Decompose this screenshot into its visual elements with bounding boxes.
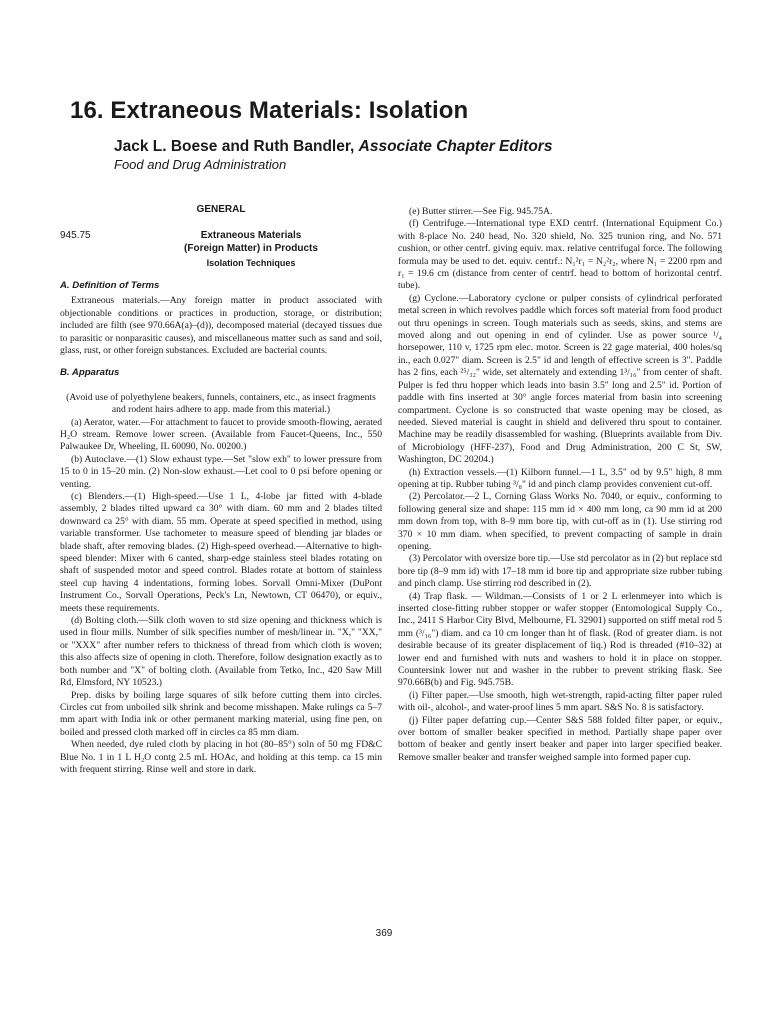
affiliation: Food and Drug Administration [114,157,287,172]
paragraph-defatting-cup: (j) Filter paper defatting cup.—Center S&S 588 folded filter paper, or equiv., over bottom of smaller beaker specified in method. Partially shape paper over bottom of beaker and gently insert beaker and paper into larger specified beaker. Remove smaller beaker and transfer weighed sample into formed paper cup. [398,714,722,763]
subhead-definitions: A. Definition of Terms [60,279,160,291]
paragraph-trap-flask: (4) Trap flask. — Wildman.—Consists of 1 or 2 L erlenmeyer into which is inserted close-fitting rubber stopper or wafer stopper (Entomological Supply Co., Inc., 2411 S Harbor City Blvd, Melbourne, FL 32901) supported on stiff metal rod 5 mm (³/₁₆") diam. and ca 10 cm longer than ht of flask. (Rod of greater diam. is not desirable because of its greater displacement of liq.) Rod is threaded (#10–32) at lower end and furnished with nuts and washers to hold it in place on stopper. Countersink lower nut and washer in the rubber to prevent striking flask. See 970.66B(b) and Fig. 945.75B. [398,590,722,689]
chapter-editors [114,138,734,156]
paragraph-percolator-oversize: (3) Percolator with oversize bore tip.—Use std percolator as in (2) but replace std bore tip (8–9 mm id) with 17–18 mm id bore tip and appropriate size rubber tubing and pinch clamp. Use stirring rod described in (2). [398,553,722,590]
paragraph-dye-cloth: When needed, dye ruled cloth by placing in hot (80–85°) soln of 50 mg FD&C Blue No. 1 in 1 L H₂O contg 2.5 mL HOAc, and holding at this temp. ca 15 min with frequent stirring. Rinse well and store in dark. [60,739,382,775]
paragraph-extraction-vessels: (h) Extraction vessels.—(1) Kilborn funnel.—1 L, 3.5" od by 9.5" high, 8 mm opening at tip. Rubber tubing ³/₈" id and pinch clamp provides convenient cut-off. [398,466,722,490]
editor-role: Associate Chapter Editors [358,138,553,155]
section-title-block [120,230,382,270]
paragraph-filter-paper: (i) Filter paper.—Use smooth, high wet-strength, rapid-acting filter paper ruled with oil-, alcohol-, and water-proof lines 5 mm apart. S&S No. 8 is satisfactory. [398,689,722,714]
section-heading [60,230,382,270]
paragraph-butter-stirrer: (e) Butter stirrer.—See Fig. 945.75A. [409,206,553,217]
paragraph-bolting-cloth: (d) Bolting cloth.—Silk cloth woven to std size opening and thickness which is used in flour mills. Number of silk specifies number of mesh/linear in. "X," "XX," or "XXX" after number refers to thickness of thread from which cloth is woven; this also affects size of opening in cloth. Therefore, follow designation exactly as to both number and "X" of bolting cloth. (Available from Tetko, Inc., 420 Saw Mill Rd, Elmsford, NY 10523.) [60,615,382,689]
left-column [60,204,382,776]
paragraph-aerator: (a) Aerator, water.—For attachment to faucet to provide smooth-flowing, aerated H₂O stream. Remove lower screen. (Available from Faucet-Queens, Inc., 550 Palwaukee Dr, Wheeling, IL 60090, No. 00200.) [60,416,382,453]
page-number: 369 [375,928,393,939]
paragraph-avoid-note: (Avoid use of polyethylene beakers, funnels, containers, etc., as insect fragments and rodent hairs adhere to app. made from this material.) [66,391,376,416]
paragraph-blenders: (c) Blenders.—(1) High-speed.—Use 1 L, 4-lobe jar fitted with 4-blade assembly, 2 blades tilted upward ca 30° with diam. 60 mm and 2 blades tilted downward ca 25° with diam. 55 mm. Operate at speed specified in method, using variable transformer. Use tachometer to measure speed of blending jar blades or blade shaft, after removing blades. (2) High-speed overhead.—Alternative to high-speed blender: Mixer with 6 canted, sharp-edge stainless steel blades rotating on shaft of suspended motor and speed control. Blades rotate at bottom of stainless steel cup having 4 indentations, forming lobes. Sorvall Omni-Mixer (DuPont Instrument Co., Sorvall Operations, Peck's Ln, Newtown, CT 06470), or equiv., meets these requirements. [60,491,382,614]
paragraph-percolator: (2) Percolator.—2 L, Corning Glass Works No. 7040, or equiv., conforming to following general size and shape: 115 mm id × 400 mm long, ca 90 mm id at 200 mm down from top, with 8–9 mm bore tip, with cut-off as in (1). Use stirring rod 370 × 10 mm diam. when specified, to prevent compacting of sample in drain opening. [398,491,722,552]
editor-names: Jack L. Boese and Ruth Bandler, [114,138,355,155]
subhead-apparatus: B. Apparatus [60,367,120,379]
paragraph-definitions: Extraneous materials.—Any foreign matter in product associated with objectionable conditions or practices in production, storage, or distribution; included are filth (see 970.66A(a)–(d)), decomposed material (decayed tissues due to parasitic or nonparasitic causes), and miscellaneous matter such as sand and soil, glass, rust, or other foreign substances. Excluded are bacterial counts. [60,295,382,356]
right-column [398,206,722,764]
section-number: 945.75 [60,230,91,242]
chapter-title: 16. Extraneous Materials: Isolation [70,97,469,124]
general-heading: GENERAL [196,204,246,215]
paragraph-centrifuge: (f) Centrifuge.—International type EXD centrf. (International Equipment Co.) with 8-place No. 240 head, No. 320 shield, No. 325 trunion ring, and No. 571 cushion, or other centrf. giving equiv. max. relative centrifugal force. The following formula may be used to det. equiv. centrf.: N₁²r₁ = N₂²r₂, where N₁ = 2200 rpm and r₁ = 19.6 cm (distance from center of centrf. head to bottom of horizontal centrf. tube). [398,218,722,292]
section-subtitle: Isolation Techniques [206,258,296,269]
section-title-line-2: (Foreign Matter) in Products [184,242,318,254]
section-title-line-1: Extraneous Materials [200,230,302,242]
paragraph-cyclone: (g) Cyclone.—Laboratory cyclone or pulper consists of cylindrical perforated metal screen in which revolves paddle which forces soft material from food product out thru openings in screen. Tough materials such as seeds, skins, and stems are moved along and out opening in end of cylinder. Use as power source ¹/₄ horsepower, 110 v, 1725 rpm elec. motor. Screen is 22 gage material, 400 holes/sq in., each 0.027" diam. Screen is 2.5" id and length of effective screen is 3". Paddle has 2 fins, each ²⁵/₃₂" wide, set alternately and extending 1³/₁₆" from center of shaft. Pulper is fed thru hopper which leads into basin 3.5" long and 2.5" id. Portion of paddle with fins inserted at 30° angle forces material from basin into screening compartment. Cyclone is so constructed that waste opening may be closed, as needed. Sieved material is caught in shield and delivered thru spout to container. Machine may be readily disassembled for washing. (Blueprints available from Div. of Microbiology (HFF-237), Food and Drug Administration, 200 C St, SW, Washington, DC 20204.) [398,292,722,466]
paragraph-autoclave: (b) Autoclave.—(1) Slow exhaust type.—Set "slow exh" to lower pressure from 15 to 0 in 15–20 min. (2) Non-slow exhaust.—Let cool to 0 psi before opening or venting. [60,453,382,490]
paragraph-prep-disks: Prep. disks by boiling large squares of silk before cutting them into circles. Circles cut from unboiled silk shrink and become misshapen. Make rulings ca 5–7 mm apart with India ink or other permanent marking material, using fine pen, on boiled and pressed cloth marked off in circles ca 85 mm diam. [60,689,382,738]
